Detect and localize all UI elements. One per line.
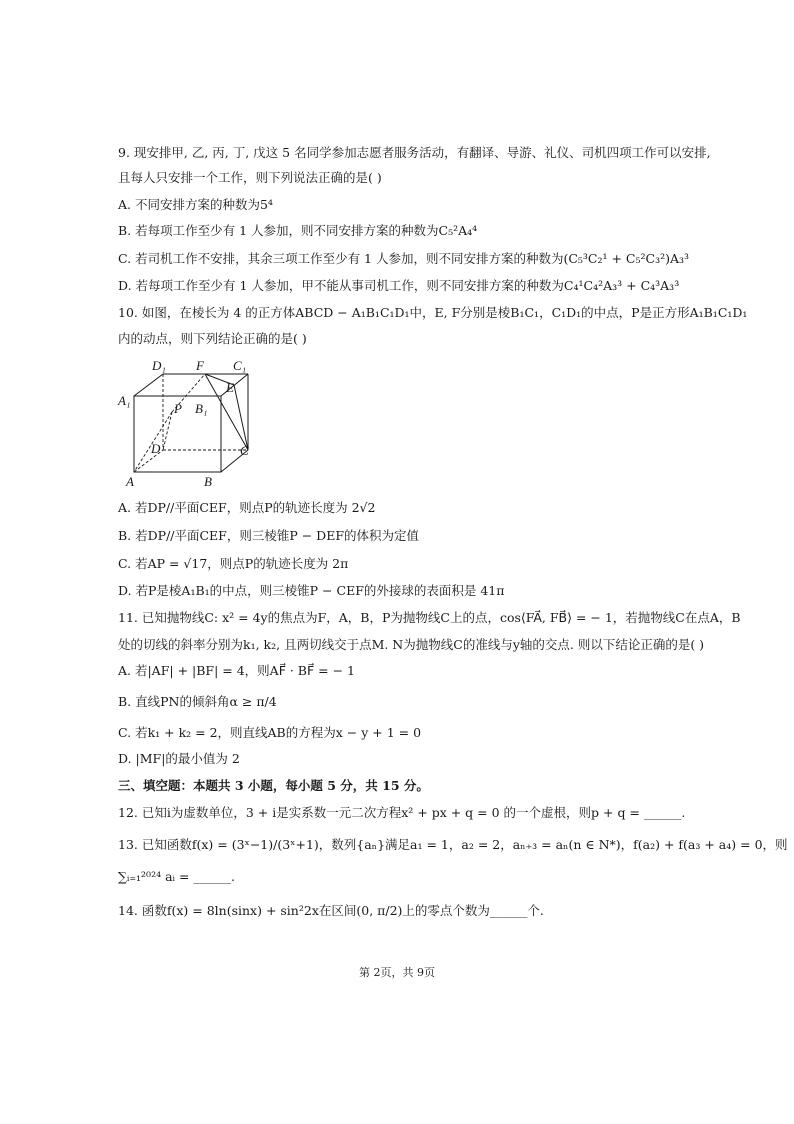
q11-stem-line1: 11. 已知抛物线C: x² = 4y的焦点为F，A，B，P为抛物线C上的点，cos⟨FA⃗, FB⃗⟩ = − 1，若抛物线C在点A，B [118, 610, 741, 625]
label-b: B [204, 474, 212, 489]
q10-stem-line1: 10. 如图，在棱长为 4 的正方体ABCD − A₁B₁C₁D₁中，E, F分别是棱B₁C₁，C₁D₁的中点，P是正方形A₁B₁C₁D₁ [118, 305, 748, 320]
q10-option-a: A. 若DP//平面CEF，则点P的轨迹长度为 2√2 [118, 500, 376, 515]
q10-option-d: D. 若P是棱A₁B₁的中点，则三棱锥P − CEF的外接球的表面积是 41π [118, 583, 505, 598]
label-c1: C₁ [233, 358, 247, 373]
q10-option-b: B. 若DP//平面CEF，则三棱锥P − DEF的体积为定值 [118, 528, 420, 543]
q9-option-c: C. 若司机工作不安排，其余三项工作至少有 1 人参加，则不同安排方案的种数为(C₅³C₂¹ + C₅²C₃²)A₃³ [118, 251, 690, 266]
label-a1: A₁ [118, 393, 131, 408]
q11-stem-line2: 处的切线的斜率分别为k₁, k₂, 且两切线交于点M. N为抛物线C的准线与y轴的交点. 则以下结论正确的是( ) [118, 637, 705, 652]
q11-option-b: B. 直线PN的倾斜角α ≥ π/4 [118, 694, 277, 709]
cube-figure [116, 356, 256, 490]
q10-stem-line2: 内的动点，则下列结论正确的是( ) [118, 331, 307, 346]
q9-option-b: B. 若每项工作至少有 1 人参加，则不同安排方案的种数为C₅²A₄⁴ [118, 223, 478, 238]
page-footer: 第 2页，共 9页 [359, 966, 435, 979]
label-b1: B₁ [195, 401, 208, 416]
q14: 14. 函数f(x) = 8ln(sinx) + sin²2x在区间(0, π/2)上的零点个数为______个. [118, 903, 544, 918]
q9-stem-line2: 且每人只安排一个工作，则下列说法正确的是( ) [118, 170, 382, 185]
q11-option-d: D. |MF|的最小值为 2 [118, 751, 240, 766]
q9-option-d: D. 若每项工作至少有 1 人参加，甲不能从事司机工作，则不同安排方案的种数为C₄¹C₄²A₃³ + C₄³A₃³ [118, 278, 680, 293]
q12: 12. 已知i为虚数单位，3 + i是实系数一元二次方程x² + px + q = 0 的一个虚根，则p + q = ______. [118, 805, 686, 820]
label-e: E [226, 380, 234, 395]
label-d1: D₁ [152, 358, 166, 373]
label-f: F [196, 358, 204, 373]
q9-stem-line1: 9. 现安排甲, 乙, 丙, 丁, 戊这 5 名同学参加志愿者服务活动，有翻译、导游、礼仪、司机四项工作可以安排, [118, 145, 711, 160]
label-d: D [151, 441, 161, 456]
label-a: A [126, 474, 134, 489]
label-p: P [174, 401, 182, 416]
q13-line1: 13. 已知函数f(x) = (3ˣ−1)/(3ˣ+1)，数列{aₙ}满足a₁ = 1，a₂ = 2，aₙ₊₃ = aₙ(n ∈ N*)，f(a₂) + f(a₃ + a₄) = 0，则 [118, 837, 788, 852]
q11-option-c: C. 若k₁ + k₂ = 2，则直线AB的方程为x − y + 1 = 0 [118, 725, 422, 740]
q13-line2: ∑ᵢ₌₁²⁰²⁴ aᵢ = ______. [118, 869, 235, 884]
label-c: C [240, 443, 249, 458]
q9-option-a: A. 不同安排方案的种数为5⁴ [118, 197, 273, 212]
q10-option-c: C. 若AP = √17，则点P的轨迹长度为 2π [118, 556, 349, 571]
section-3-heading: 三、填空题：本题共 3 小题，每小题 5 分，共 15 分。 [118, 778, 429, 793]
q11-option-a: A. 若|AF| + |BF| = 4，则AF⃗ · BF⃗ = − 1 [118, 663, 356, 678]
